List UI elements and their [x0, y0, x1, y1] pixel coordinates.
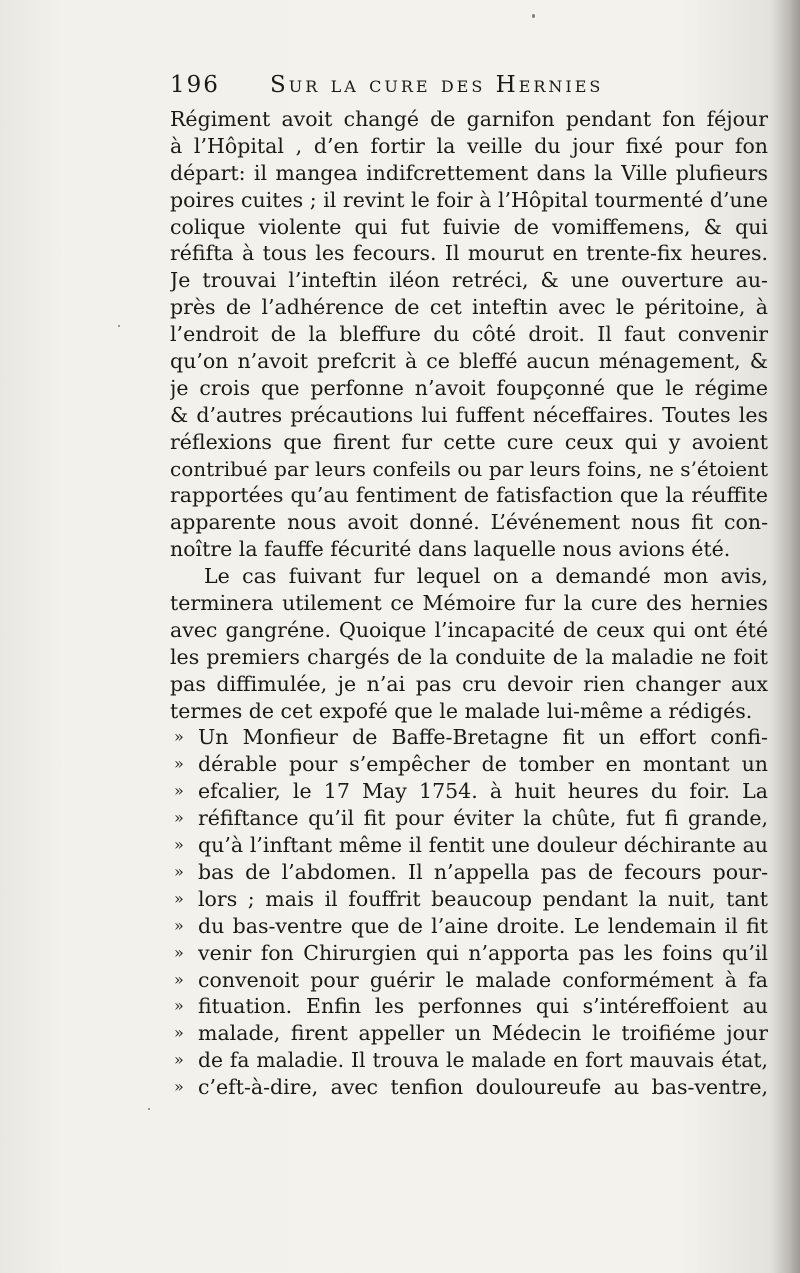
- quote-line: [170, 1047, 768, 1074]
- text-line: lors ; mais il fouffrit beaucoup pendant la nuit, tant: [198, 886, 768, 911]
- text-line: convenoit pour guérir le malade conformément à fa: [198, 967, 768, 992]
- text-line: à l’Hôpital , d’en fortir la veille du jour fixé pour fon: [170, 133, 768, 158]
- text-line: avec gangréne. Quoique l’incapacité de ceux qui ont été: [170, 617, 768, 642]
- quote-line: [170, 913, 768, 940]
- text-line: rapportées qu’au fentiment de fatisfaction que la réuffite: [170, 483, 768, 508]
- text-line: poires cuites ; il revint le foir à l’Hôpital tourmenté d’une: [170, 187, 768, 212]
- text-line: & d’autres précautions lui fuffent néceffaires. Toutes les: [170, 402, 768, 427]
- text-line: les premiers chargés de la conduite de la maladie ne foit: [170, 644, 768, 669]
- text-line: terminera utilement ce Mémoire fur la cure des hernies: [170, 591, 768, 616]
- quote-line: [170, 940, 768, 967]
- quoted-report: [170, 724, 768, 1100]
- text-line: termes de cet expofé que le malade lui-même a rédigés.: [170, 698, 753, 723]
- ink-speck: [532, 14, 535, 18]
- text-line: colique violente qui fut fuivie de vomiffemens, & qui: [170, 214, 768, 239]
- text-line: apparente nous avoit donné. L’événement nous fit con-: [170, 510, 768, 535]
- text-line: du bas-ventre que de l’aine droite. Le lendemain il fit: [198, 913, 768, 938]
- quote-line: [170, 1020, 768, 1047]
- text-line: venir fon Chirurgien qui n’apporta pas les foins qu’il: [198, 940, 768, 965]
- text-line: fituation. Enfin les perfonnes qui s’intéreffoient au: [198, 994, 768, 1019]
- quote-line: [170, 832, 768, 859]
- text-line: près de l’adhérence de cet inteftin avec le péritoine, à: [170, 295, 768, 320]
- quote-mark: »: [174, 754, 184, 774]
- quote-mark: »: [174, 996, 184, 1016]
- quote-mark: »: [174, 781, 184, 801]
- text-line: contribué par leurs confeils ou par leurs foins, ne s’étoient: [170, 456, 768, 481]
- text-line: je crois que perfonne n’avoit foupçonné que le régime: [170, 375, 768, 400]
- text-line: bas de l’abdomen. Il n’appella pas de fecours pour-: [198, 859, 768, 884]
- text-line: réfiftance qu’il fit pour éviter la chûte, fut fi grande,: [198, 806, 768, 831]
- quote-line: [170, 724, 768, 751]
- text-line: pas diffimulée, je n’ai pas cru devoir rien changer aux: [170, 671, 768, 696]
- quote-mark: »: [174, 1023, 184, 1043]
- quote-mark: »: [174, 1077, 184, 1097]
- text-line: qu’on n’avoit prefcrit à ce bleffé aucun ménagement, &: [170, 349, 768, 374]
- quote-line: [170, 778, 768, 805]
- quote-mark: »: [174, 969, 184, 989]
- text-line: dérable pour s’empêcher de tomber en montant un: [198, 752, 768, 777]
- quote-mark: »: [174, 861, 184, 881]
- quote-line: [170, 886, 768, 913]
- quote-mark: »: [174, 808, 184, 828]
- text-line: départ: il mangea indifcrettement dans la Ville plufieurs: [170, 160, 768, 185]
- quote-mark: »: [174, 888, 184, 908]
- ink-speck: [118, 325, 120, 327]
- ink-speck: [148, 1108, 150, 1110]
- quote-line: [170, 993, 768, 1020]
- quote-mark: »: [174, 942, 184, 962]
- quote-mark: »: [174, 835, 184, 855]
- text-line: de fa maladie. Il trouva le malade en fort mauvais état,: [198, 1048, 768, 1073]
- page-body: [170, 106, 768, 1101]
- quote-mark: »: [174, 1050, 184, 1070]
- text-line: qu’à l’inftant même il fentit une douleur déchirante au: [198, 833, 768, 858]
- running-title: Sur la cure des Hernies: [270, 72, 604, 98]
- text-line: c’eft-à-dire, avec tenfion douloureufe au bas-ventre,: [198, 1075, 768, 1100]
- text-line: réfifta à tous les fecours. Il mourut en trente-fix heures.: [170, 241, 768, 266]
- text-line: Le cas fuivant fur lequel on a demandé mon avis,: [204, 564, 768, 589]
- quote-mark: »: [174, 915, 184, 935]
- text-line: noître la fauffe fécurité dans laquelle nous avions été.: [170, 537, 731, 562]
- paragraph-2: [170, 563, 768, 724]
- quote-mark: »: [174, 727, 184, 747]
- quote-line: [170, 751, 768, 778]
- text-line: réflexions que firent fur cette cure ceux qui y avoient: [170, 429, 768, 454]
- text-line: Régiment avoit changé de garnifon pendant fon féjour: [170, 107, 768, 131]
- text-line: Je trouvai l’inteftin iléon retréci, & une ouverture au-: [170, 268, 768, 293]
- quote-line: [170, 805, 768, 832]
- page-number: 196: [170, 72, 220, 98]
- text-line: Un Monfieur de Baffe-Bretagne fit un effort confi-: [198, 725, 768, 750]
- quote-line: [170, 859, 768, 886]
- text-line: efcalier, le 17 May 1754. à huit heures du foir. La: [198, 779, 768, 804]
- text-line: l’endroit de la bleffure du côté droit. Il faut convenir: [170, 322, 768, 347]
- quote-line: [170, 967, 768, 994]
- text-line: malade, firent appeller un Médecin le troifiéme jour: [198, 1021, 768, 1046]
- spine-shadow: [772, 0, 800, 1273]
- quote-line: [170, 1074, 768, 1101]
- paragraph-1: [170, 106, 768, 563]
- page-header: [170, 72, 770, 106]
